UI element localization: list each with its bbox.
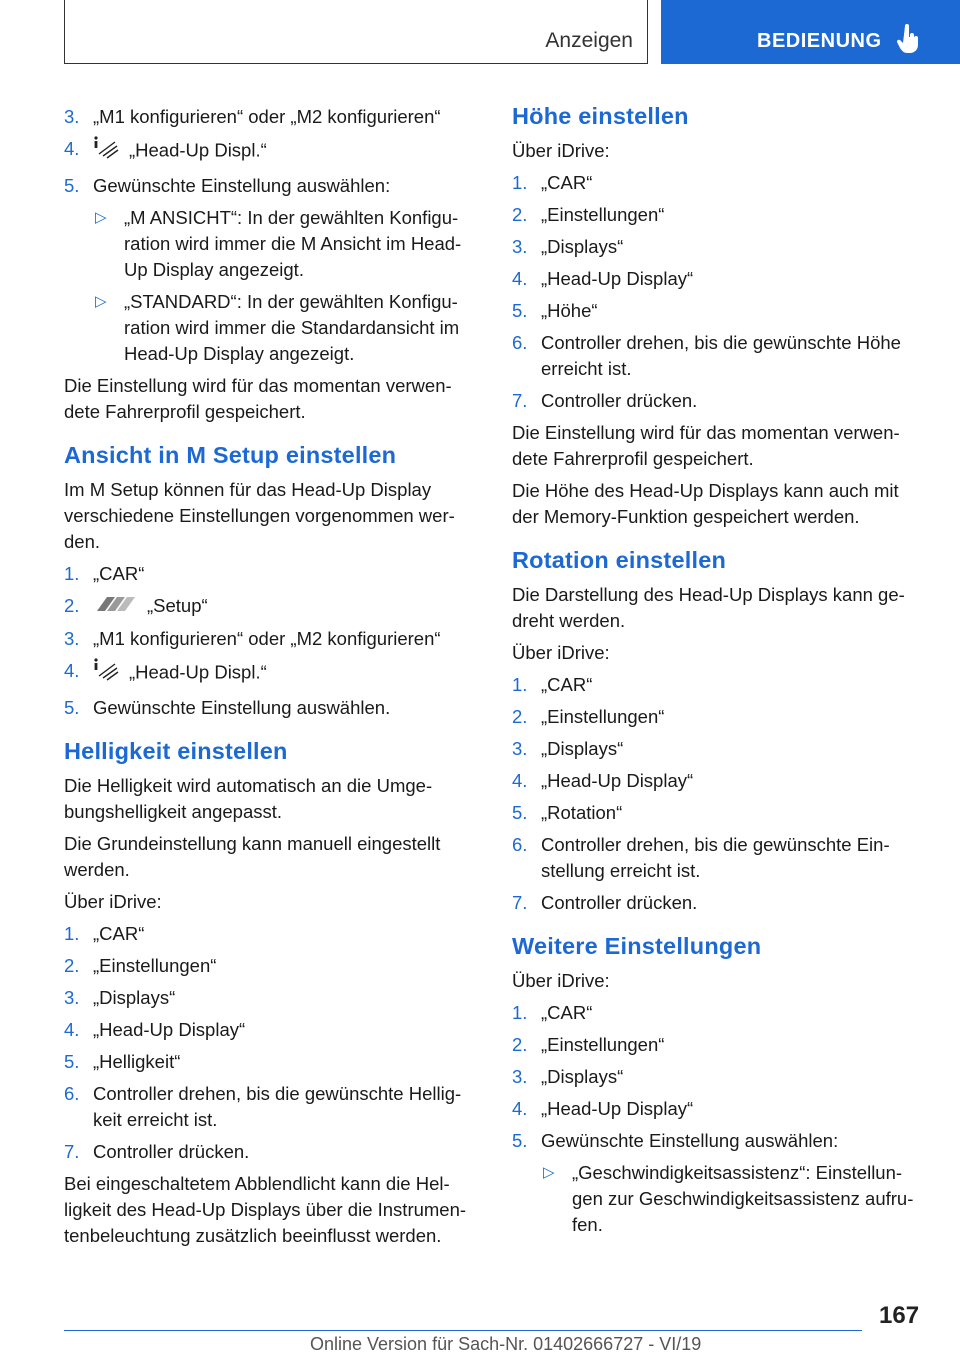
step-text: „Displays“	[541, 236, 624, 257]
step-number: 4.	[512, 1098, 528, 1119]
steps-list	[512, 1000, 924, 1238]
step-text: „Displays“	[541, 1066, 624, 1087]
step-text: Controller drücken.	[541, 892, 698, 913]
heading-m-setup: Ansicht in M Setup einstellen	[64, 442, 397, 468]
step-text: „M1 konfigurieren“ oder „M2 konfigurieren“	[93, 628, 441, 650]
step-text: Controller drehen, bis die gewünschte Einstellung erreicht ist.	[541, 834, 890, 881]
step-number: 3.	[512, 1066, 528, 1087]
step-number: 4.	[512, 770, 528, 791]
step-text: „Einstellungen“	[93, 955, 217, 977]
hud-display-icon	[93, 658, 119, 689]
hand-pointer-icon	[897, 24, 919, 54]
list-item	[64, 1081, 479, 1133]
step-text: „M1 konfigurieren“ oder „M2 konfigurieren“	[93, 106, 441, 127]
step-text: „Einstellungen“	[541, 204, 665, 225]
sub-list-item	[93, 205, 479, 283]
step-text: „Displays“	[541, 738, 624, 759]
sub-list-item	[541, 1160, 924, 1238]
step-number: 3.	[64, 106, 80, 127]
heading-hoehe: Höhe einstellen	[512, 103, 689, 129]
sub-list	[93, 205, 479, 367]
list-item	[64, 953, 479, 979]
list-item	[64, 593, 479, 620]
step-number: 4.	[64, 660, 80, 682]
paragraph: Die Einstellung wird für das momentan verwendete Fahrerprofil gespeichert.	[512, 422, 900, 469]
m-setup-icon	[93, 594, 137, 620]
paragraph: Bei eingeschaltetem Abblendlicht kann die Helligkeit des Head-Up Displays über die Instrumentenbeleuchtung zusätzlich beeinflusst werden.	[64, 1173, 467, 1247]
step-number: 4.	[512, 268, 528, 289]
step-number: 1.	[64, 923, 80, 945]
step-number: 6.	[512, 834, 528, 855]
paragraph: Die Grundeinstellung kann manuell eingestellt werden.	[64, 833, 441, 881]
step-number: 2.	[64, 955, 80, 977]
step-text: „Höhe“	[541, 300, 598, 321]
step-text: „CAR“	[541, 674, 593, 695]
triangle-bullet-icon: ▷	[543, 1164, 555, 1181]
list-item	[64, 626, 479, 652]
list-item	[512, 736, 924, 762]
step-number: 7.	[512, 390, 528, 411]
left-column	[64, 100, 479, 1255]
step-number: 5.	[512, 802, 528, 823]
heading-weitere: Weitere Einstellungen	[512, 933, 762, 959]
step-text: Gewünschte Einstellung auswählen:	[541, 1130, 839, 1151]
list-item	[512, 704, 924, 730]
step-text: Controller drehen, bis die gewünschte Helligkeit erreicht ist.	[93, 1083, 462, 1131]
step-text: „Displays“	[93, 987, 176, 1009]
step-number: 3.	[64, 987, 80, 1009]
step-number: 3.	[64, 628, 80, 650]
list-item	[512, 1000, 924, 1026]
sub-list	[541, 1160, 924, 1238]
step-text: Controller drehen, bis die gewünschte Höhe erreicht ist.	[541, 332, 901, 379]
step-number: 5.	[64, 697, 80, 719]
paragraph: Über iDrive:	[512, 970, 610, 991]
steps-list	[64, 104, 479, 367]
step-number: 5.	[64, 1051, 80, 1073]
list-item	[64, 136, 479, 167]
step-number: 7.	[512, 892, 528, 913]
list-item	[512, 298, 924, 324]
step-text: „Head-Up Display“	[541, 268, 694, 289]
chapter-tab[interactable]	[661, 0, 960, 64]
chapter-title: BEDIENUNG	[757, 30, 882, 52]
step-text: „Head-Up Display“	[541, 770, 694, 791]
paragraph: Über iDrive:	[64, 891, 162, 913]
paragraph: Die Höhe des Head-Up Displays kann auch mit der Memory-Funktion gespeichert werden.	[512, 480, 899, 527]
step-text: Gewünschte Einstellung auswählen.	[93, 697, 391, 719]
step-number: 5.	[512, 300, 528, 321]
heading-rotation: Rotation einstellen	[512, 547, 727, 573]
steps-list	[512, 672, 924, 916]
list-item	[64, 1049, 479, 1075]
step-text: „Einstellungen“	[541, 1034, 665, 1055]
step-number: 2.	[64, 595, 80, 616]
list-item	[512, 266, 924, 292]
triangle-bullet-icon: ▷	[95, 209, 107, 226]
step-text: „Einstellungen“	[541, 706, 665, 727]
step-number: 7.	[64, 1141, 80, 1163]
step-text: „CAR“	[93, 563, 145, 584]
list-item	[64, 921, 479, 947]
footer-version: Online Version für Sach-Nr. 01402666727 - VI/19	[310, 1334, 702, 1354]
paragraph: Die Darstellung des Head-Up Displays kann gedreht werden.	[512, 584, 905, 631]
list-item	[512, 388, 924, 414]
list-item	[64, 1139, 479, 1165]
list-item	[64, 561, 479, 587]
step-text: Controller drücken.	[541, 390, 698, 411]
step-text: „Rotation“	[541, 802, 623, 823]
step-number: 3.	[512, 738, 528, 759]
paragraph: Die Helligkeit wird automatisch an die Umgebungshelligkeit angepasst.	[64, 775, 433, 823]
step-number: 1.	[64, 563, 80, 584]
step-text: „CAR“	[541, 172, 593, 193]
step-number: 3.	[512, 236, 528, 257]
sub-item-text: „STANDARD“: In der gewählten Konfiguration wird immer die Standardansicht im Head-Up Display angezeigt.	[124, 291, 460, 364]
list-item	[512, 1064, 924, 1090]
paragraph: Im M Setup können für das Head-Up Display verschiedene Einstellungen vorgenommen werden.	[64, 479, 455, 552]
step-number: 4.	[64, 138, 80, 159]
step-number: 2.	[512, 204, 528, 225]
footer-divider	[64, 1330, 862, 1331]
list-item	[512, 234, 924, 260]
step-text: Controller drücken.	[93, 1141, 250, 1163]
step-text: „Setup“	[147, 595, 208, 616]
step-number: 2.	[512, 706, 528, 727]
list-item	[512, 1096, 924, 1122]
step-text: „Head-Up Displ.“	[129, 661, 267, 683]
list-item	[512, 768, 924, 794]
list-item	[512, 890, 924, 916]
list-item	[64, 695, 479, 721]
heading-helligkeit: Helligkeit einstellen	[64, 738, 288, 765]
step-number: 5.	[512, 1130, 528, 1151]
list-item	[512, 1128, 924, 1238]
step-text: Gewünschte Einstellung auswählen:	[93, 175, 391, 196]
triangle-bullet-icon: ▷	[95, 293, 107, 310]
list-item	[64, 1017, 479, 1043]
step-text: „Head-Up Displ.“	[129, 139, 267, 161]
steps-list	[512, 170, 924, 414]
list-item	[512, 1032, 924, 1058]
list-item	[512, 800, 924, 826]
steps-list	[64, 921, 479, 1165]
step-number: 6.	[64, 1083, 80, 1105]
sub-list-item	[93, 289, 479, 367]
step-number: 1.	[512, 674, 528, 695]
hud-display-icon	[93, 136, 119, 167]
list-item	[64, 104, 479, 130]
list-item	[64, 985, 479, 1011]
list-item	[512, 832, 924, 884]
header-section-box	[64, 0, 648, 64]
step-text: „CAR“	[93, 923, 145, 945]
step-number: 1.	[512, 1002, 528, 1023]
list-item	[512, 330, 924, 382]
page-number: 167	[879, 1302, 920, 1329]
steps-list	[64, 561, 479, 721]
right-column	[512, 100, 924, 1244]
list-item	[64, 173, 479, 367]
step-number: 4.	[64, 1019, 80, 1041]
paragraph: Über iDrive:	[512, 140, 610, 161]
step-text: „Helligkeit“	[93, 1051, 181, 1073]
list-item	[512, 202, 924, 228]
section-title: Anzeigen	[545, 29, 633, 52]
step-number: 5.	[64, 175, 80, 196]
paragraph: Die Einstellung wird für das momentan verwendete Fahrerprofil gespeichert.	[64, 375, 452, 422]
step-text: „Head-Up Display“	[93, 1019, 246, 1041]
list-item	[512, 170, 924, 196]
step-text: „CAR“	[541, 1002, 593, 1023]
step-number: 2.	[512, 1034, 528, 1055]
step-text: „Head-Up Display“	[541, 1098, 694, 1119]
paragraph: Über iDrive:	[512, 642, 610, 663]
step-number: 6.	[512, 332, 528, 353]
sub-item-text: „Geschwindigkeitsassistenz“: Einstellungen zur Geschwindigkeitsassistenz aufrufen.	[572, 1162, 914, 1235]
sub-item-text: „M ANSICHT“: In der gewählten Konfiguration wird immer die M Ansicht im Head-Up Display angezeigt.	[124, 207, 462, 280]
list-item	[64, 658, 479, 689]
step-number: 1.	[512, 172, 528, 193]
list-item	[512, 672, 924, 698]
